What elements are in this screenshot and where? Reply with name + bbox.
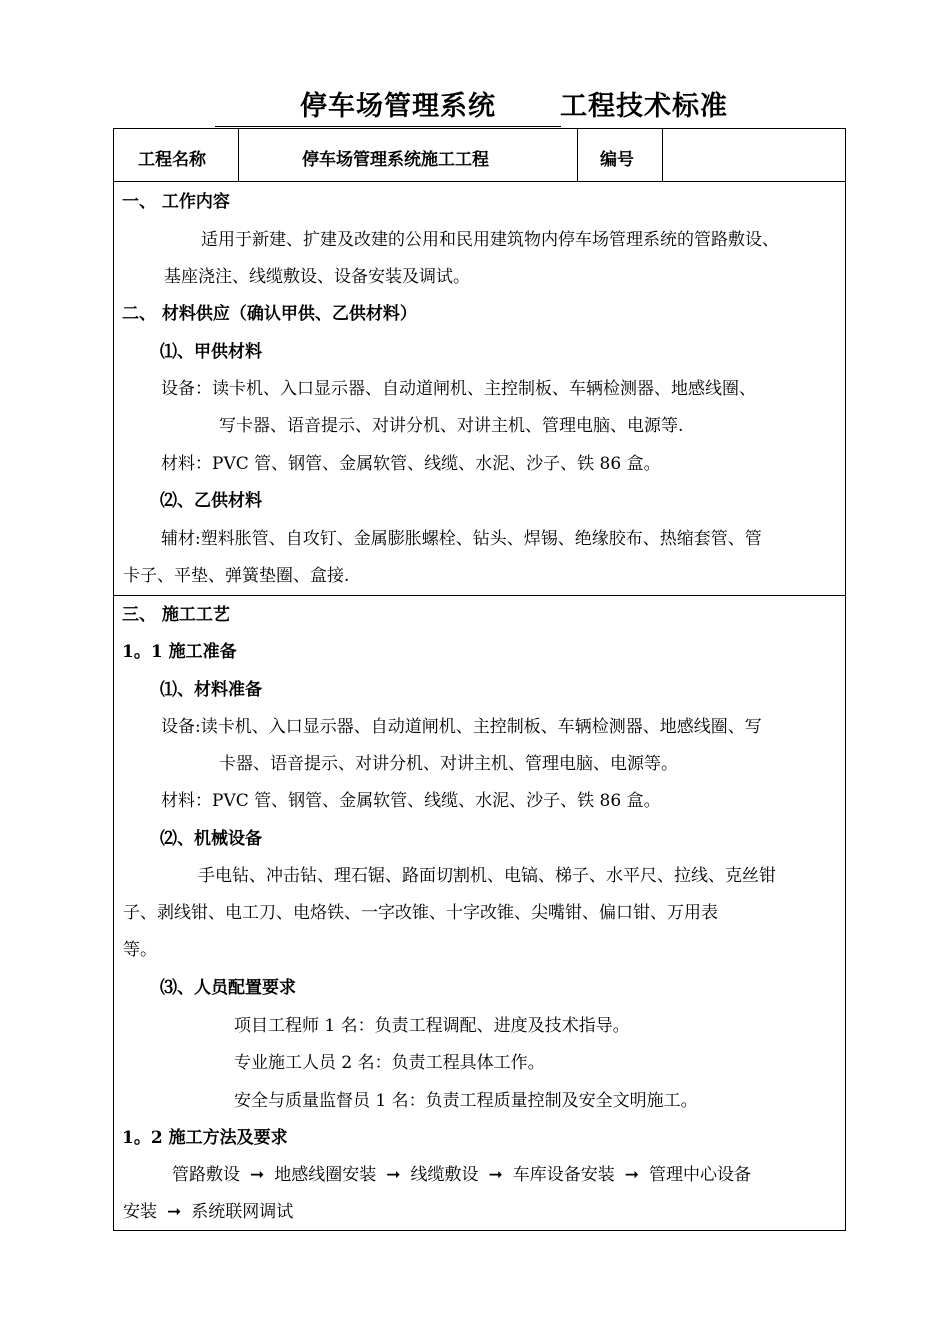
staffing-line: 安全与质量监督员 1 名：负责工程质量控制及安全文明施工。 [234, 1091, 698, 1111]
material-prep-equipment-line: 卡器、语音提示、对讲分机、对讲主机、管理电脑、电源等。 [219, 754, 678, 774]
flow-step: 管理中心设备 [649, 1165, 751, 1185]
machinery-line: 等。 [123, 940, 157, 960]
machinery-line: 子、剥线钳、电工刀、电烙铁、一字改锥、十字改锥、尖嘴钳、偏口钳、万用表 [123, 903, 718, 923]
process-flow-line-1 [172, 1165, 751, 1185]
title-part-1: 停车场管理系统 [300, 91, 496, 122]
title-part-2: 工程技术标准 [560, 91, 728, 122]
section-1-heading: 一、 工作内容 [122, 192, 230, 212]
staffing-heading: ⑶、人员配置要求 [160, 978, 296, 998]
contractor-materials-heading: ⑵、乙供材料 [160, 491, 262, 511]
arrow-right-icon: ➞ [386, 1165, 401, 1185]
process-flow-line-2 [123, 1202, 293, 1222]
section-2-heading: 二、 材料供应（确认甲供、乙供材料） [122, 304, 417, 324]
subsection-1-2-heading: 1。2 施工方法及要求 [122, 1128, 288, 1148]
flow-step: 地感线圈安装 [274, 1165, 377, 1185]
arrow-right-icon: ➞ [250, 1165, 265, 1185]
section-divider [113, 595, 846, 596]
header-divider [662, 128, 663, 182]
contractor-materials-line: 辅材:塑料胀管、自攻钉、金属膨胀螺栓、钻头、焊锡、绝缘胶布、热缩套管、管 [161, 529, 762, 549]
material-prep-heading: ⑴、材料准备 [160, 680, 262, 700]
subsection-1-1-heading: 1。1 施工准备 [122, 642, 237, 662]
title-underline [215, 126, 561, 127]
owner-materials-line: 材料：PVC 管、钢管、金属软管、线缆、水泥、沙子、铁 86 盒。 [161, 454, 661, 474]
material-prep-materials-line: 材料：PVC 管、钢管、金属软管、线缆、水泥、沙子、铁 86 盒。 [161, 791, 661, 811]
arrow-right-icon: ➞ [488, 1165, 503, 1185]
owner-equipment-line: 设备：读卡机、入口显示器、自动道闸机、主控制板、车辆检测器、地感线圈、 [161, 379, 756, 399]
project-name-label: 工程名称 [138, 150, 206, 170]
flow-step: 系统联网调试 [191, 1202, 294, 1222]
header-divider [577, 128, 578, 182]
section-3-heading: 三、 施工工艺 [122, 605, 230, 625]
arrow-right-icon: ➞ [167, 1202, 182, 1222]
section-1-paragraph-line: 适用于新建、扩建及改建的公用和民用建筑物内停车场管理系统的管路敷设、 [201, 230, 779, 250]
staffing-line: 项目工程师 1 名：负责工程调配、进度及技术指导。 [234, 1016, 630, 1036]
header-divider [238, 128, 239, 182]
owner-materials-heading: ⑴、甲供材料 [160, 342, 262, 362]
project-name-value: 停车场管理系统施工工程 [302, 150, 489, 170]
number-label: 编号 [600, 150, 634, 170]
contractor-materials-line: 卡子、平垫、弹簧垫圈、盒接. [123, 566, 350, 586]
flow-step: 安装 [123, 1202, 157, 1222]
machinery-line: 手电钻、冲击钻、理石锯、路面切割机、电镐、梯子、水平尺、拉线、克丝钳 [198, 866, 776, 886]
flow-step: 车库设备安装 [512, 1165, 615, 1185]
header-row [113, 128, 846, 182]
flow-step: 线缆敷设 [410, 1165, 479, 1185]
owner-equipment-line: 写卡器、语音提示、对讲分机、对讲主机、管理电脑、电源等. [219, 416, 684, 436]
material-prep-equipment-line: 设备:读卡机、入口显示器、自动道闸机、主控制板、车辆检测器、地感线圈、写 [161, 717, 762, 737]
flow-step: 管路敷设 [172, 1165, 240, 1185]
machinery-heading: ⑵、机械设备 [160, 829, 262, 849]
section-1-paragraph-line: 基座浇注、线缆敷设、设备安装及调试。 [164, 267, 470, 287]
staffing-line: 专业施工人员 2 名：负责工程具体工作。 [234, 1053, 545, 1073]
arrow-right-icon: ➞ [624, 1165, 639, 1185]
